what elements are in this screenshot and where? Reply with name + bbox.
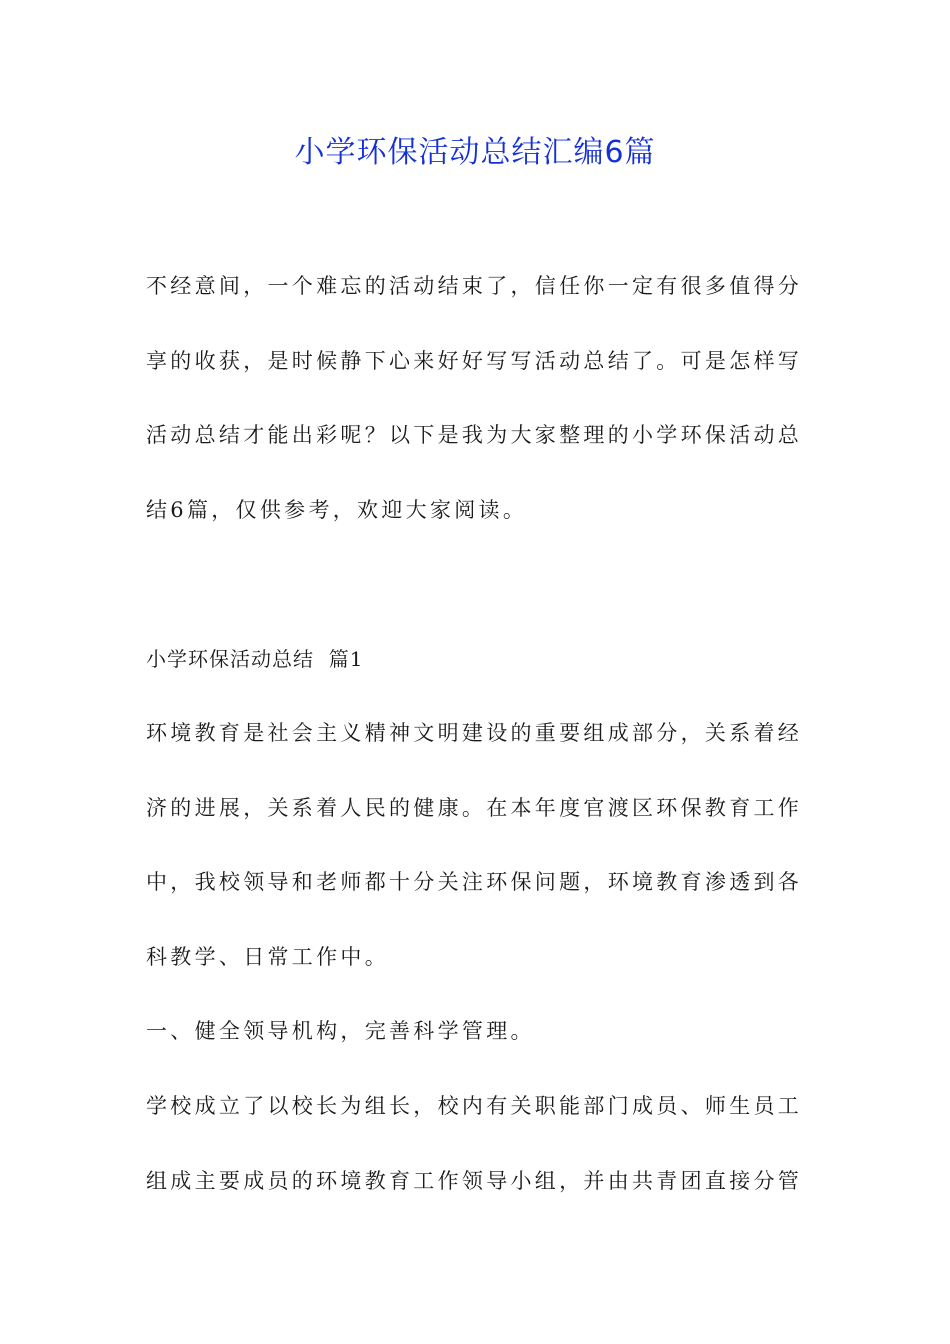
text-line: 环境教育是社会主义精神文明建设的重要组成部分，关系着经 bbox=[146, 721, 803, 745]
text-line: 中，我校领导和老师都十分关注环保问题，环境教育渗透到各 bbox=[146, 870, 803, 894]
text-line: 一、健全领导机构，完善科学管理。 bbox=[146, 1019, 535, 1043]
intro-paragraph bbox=[146, 266, 806, 564]
text-line: 学校成立了以校长为组长，校内有关职能部门成员、师生员工 bbox=[146, 1094, 803, 1118]
text-line: 组成主要成员的环境教育工作领导小组，并由共青团直接分管 bbox=[146, 1168, 803, 1193]
document-title: 小学环保活动总结汇编6篇 bbox=[294, 135, 656, 170]
text-line: 科教学、日常工作中。 bbox=[146, 944, 389, 969]
text-line: 结6篇，仅供参考，欢迎大家阅读。 bbox=[146, 497, 528, 522]
subheading-1 bbox=[146, 1011, 806, 1086]
body-paragraph-1 bbox=[146, 713, 806, 1011]
text-line: 活动总结才能出彩呢？以下是我为大家整理的小学环保活动总 bbox=[146, 423, 803, 447]
text-line: 济的进展，关系着人民的健康。在本年度官渡区环保教育工作 bbox=[146, 795, 803, 820]
text-line: 不经意间，一个难忘的活动结束了，信任你一定有很多值得分 bbox=[146, 274, 803, 298]
body-paragraph-2 bbox=[146, 1086, 806, 1235]
text-line: 享的收获，是时候静下心来好好写写活动总结了。可是怎样写 bbox=[146, 348, 803, 373]
section-heading: 小学环保活动总结 篇1 bbox=[146, 647, 364, 671]
